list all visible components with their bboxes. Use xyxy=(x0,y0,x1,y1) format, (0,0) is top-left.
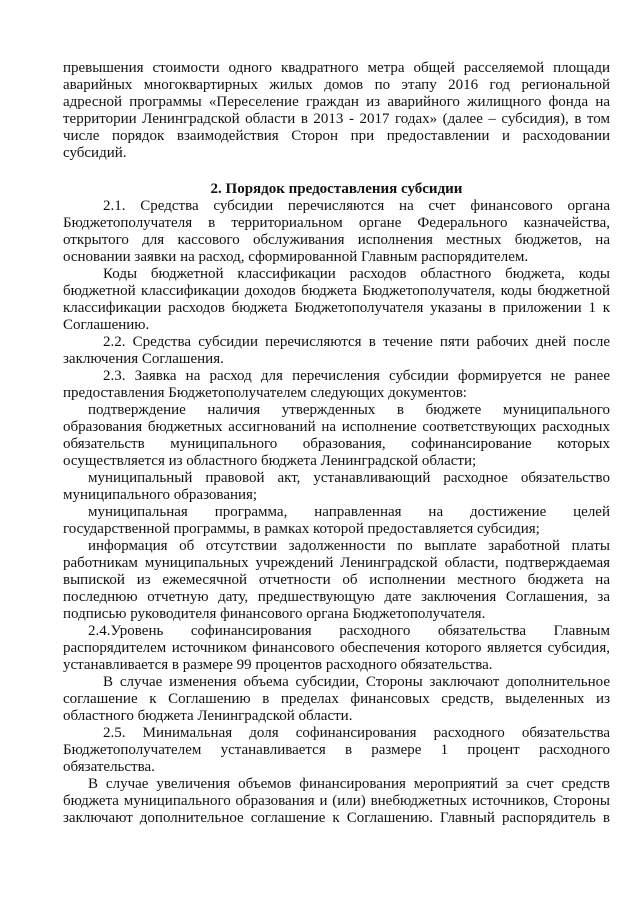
text-line: предоставления Бюджетополучателем следующих документов: xyxy=(63,385,467,401)
text-line: информация об отсутствии задолженности по выплате заработной платы xyxy=(88,538,610,554)
text-line: субсидий. xyxy=(63,145,127,161)
text-line: 2.4.Уровень софинансирования расходного обязательства Главным xyxy=(88,623,610,639)
text-line: основании заявки на расход, сформированной Главным распорядителем. xyxy=(63,249,529,265)
text-line: устанавливается в размере 99 процентов расходного обязательства. xyxy=(63,657,493,673)
text-line: обязательств муниципального образования, софинансирование которых xyxy=(63,436,610,452)
text-line: территории Ленинградской области в 2013 - 2017 годах» (далее – субсидия), в том xyxy=(63,111,610,127)
text-line: обязательства. xyxy=(63,759,155,775)
text-line: бюджетной классификации доходов бюджета Бюджетополучателя, коды бюджетной xyxy=(63,283,610,299)
text-line: Бюджетополучателя в территориальном органе Федерального казначейства, xyxy=(63,215,610,231)
text-line: Коды бюджетной классификации расходов областного бюджета, коды xyxy=(103,266,610,282)
text-line: 2.5. Минимальная доля софинансирования расходного обязательства xyxy=(103,725,610,741)
text-line: Бюджетополучателем устанавливается в размере 1 процент расходного xyxy=(63,742,610,758)
section-heading: 2. Порядок предоставления субсидии xyxy=(210,181,463,197)
text-line: превышения стоимости одного квадратного метра общей расселяемой площади xyxy=(63,60,610,76)
text-line: муниципальный правовой акт, устанавливающий расходное обязательство xyxy=(88,470,610,486)
text-line: областного бюджета Ленинградской области. xyxy=(63,708,353,724)
text-line: 2.3. Заявка на расход для перечисления субсидии формируется не ранее xyxy=(103,368,610,384)
text-line: адресной программы «Переселение граждан из аварийного жилищного фонда на xyxy=(63,94,610,110)
text-line: государственной программы, в рамках которой предоставляется субсидия; xyxy=(63,521,540,537)
text-line: распорядителем источником финансового обеспечения которого является субсидия, xyxy=(63,640,610,656)
text-line: муниципальная программа, направленная на достижение целей xyxy=(88,504,610,520)
text-line: открытого для кассового обслуживания исполнения местных бюджетов, на xyxy=(63,232,610,248)
text-line: подтверждение наличия утвержденных в бюджете муниципального xyxy=(88,402,610,418)
text-line: бюджета муниципального образования и (или) внебюджетных источников, Стороны xyxy=(63,793,610,809)
text-line: осуществляется из областного бюджета Ленинградской области; xyxy=(63,453,477,469)
text-line: аварийных многоквартирных жилых домов по этапу 2016 год региональной xyxy=(63,77,610,93)
text-line: заключают дополнительное соглашение к Соглашению. Главный распорядитель в xyxy=(63,810,610,826)
text-line: работникам муниципальных учреждений Ленинградской области, подтверждаемая xyxy=(63,555,610,571)
text-line: Соглашению. xyxy=(63,317,150,333)
text-line: 2.1. Средства субсидии перечисляются на счет финансового органа xyxy=(103,198,610,214)
text-line: заключения Соглашения. xyxy=(63,351,224,367)
text-line: 2.2. Средства субсидии перечисляются в течение пяти рабочих дней после xyxy=(103,334,610,350)
text-line: образования бюджетных ассигнований на исполнение соответствующих расходных xyxy=(63,419,610,435)
text-line: классификации расходов бюджета Бюджетополучателя указаны в приложении 1 к xyxy=(63,300,610,316)
text-line: В случае увеличения объемов финансирования мероприятий за счет средств xyxy=(88,776,610,792)
text-line: выпиской из ежемесячной отчетности об исполнении местного бюджета на xyxy=(63,572,610,588)
text-line: В случае изменения объема субсидии, Стороны заключают дополнительное xyxy=(103,674,610,690)
text-line: подписью руководителя финансового органа Бюджетополучателя. xyxy=(63,606,486,622)
text-line: последнюю отчетную дату, предшествующую дате заключения Соглашения, за xyxy=(63,589,610,605)
text-line: соглашение к Соглашению в пределах финансовых средств, выделенных из xyxy=(63,691,610,707)
text-line: числе порядок взаимодействия Сторон при предоставлении и расходовании xyxy=(63,128,610,144)
text-line: муниципального образования; xyxy=(63,487,258,503)
